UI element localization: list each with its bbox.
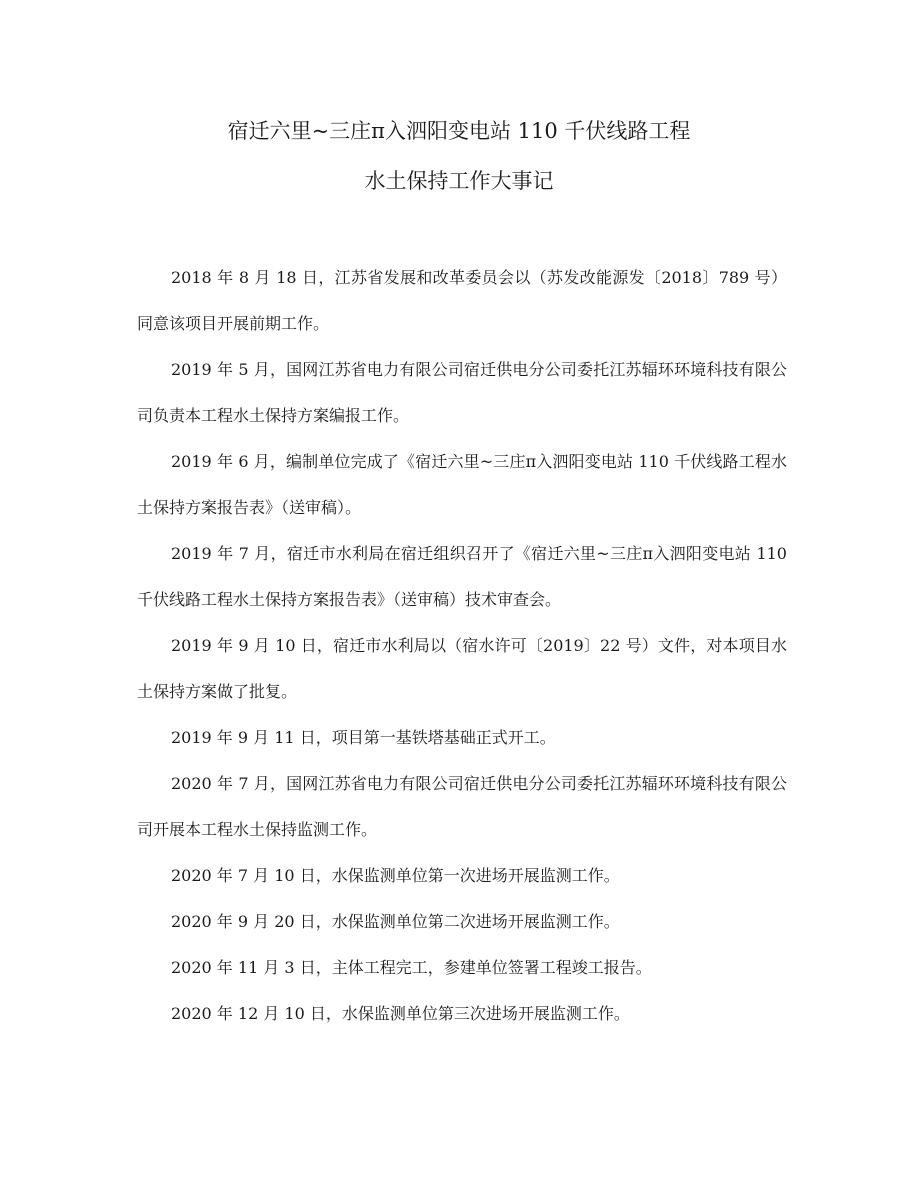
event-entry: 2020 年 11 月 3 日，主体工程完工，参建单位签署工程竣工报告。 (171, 958, 652, 977)
event-entry: 2018 年 8 月 18 日，江苏省发展和改革委员会以（苏发改能源发〔2018〕789 号）同意该项目开展前期工作。 (137, 268, 787, 333)
event-entry: 2019 年 5 月，国网江苏省电力有限公司宿迁供电分公司委托江苏辐环环境科技有限公司负责本工程水土保持方案编报工作。 (137, 360, 787, 425)
event-entry: 2020 年 7 月 10 日，水保监测单位第一次进场开展监测工作。 (171, 866, 620, 885)
event-list (137, 255, 787, 1037)
document-subtitle: 水土保持工作大事记 (364, 169, 554, 193)
event-entry: 2019 年 7 月，宿迁市水利局在宿迁组织召开了《宿迁六里~三庄π入泗阳变电站 110 千伏线路工程水土保持方案报告表》（送审稿）技术审查会。 (137, 544, 787, 609)
event-entry: 2020 年 12 月 10 日，水保监测单位第三次进场开展监测工作。 (171, 1004, 630, 1023)
document-title: 宿迁六里~三庄π入泗阳变电站 110 千伏线路工程 (227, 119, 691, 143)
event-entry: 2020 年 9 月 20 日，水保监测单位第二次进场开展监测工作。 (171, 912, 620, 931)
event-entry: 2019 年 9 月 11 日，项目第一基铁塔基础正式开工。 (171, 728, 556, 747)
event-entry: 2019 年 9 月 10 日，宿迁市水利局以（宿水许可〔2019〕22 号）文件，对本项目水土保持方案做了批复。 (137, 636, 787, 701)
event-entry: 2020 年 7 月，国网江苏省电力有限公司宿迁供电分公司委托江苏辐环环境科技有限公司开展本工程水土保持监测工作。 (137, 774, 787, 839)
event-entry: 2019 年 6 月，编制单位完成了《宿迁六里~三庄π入泗阳变电站 110 千伏线路工程水土保持方案报告表》（送审稿）。 (137, 452, 787, 517)
